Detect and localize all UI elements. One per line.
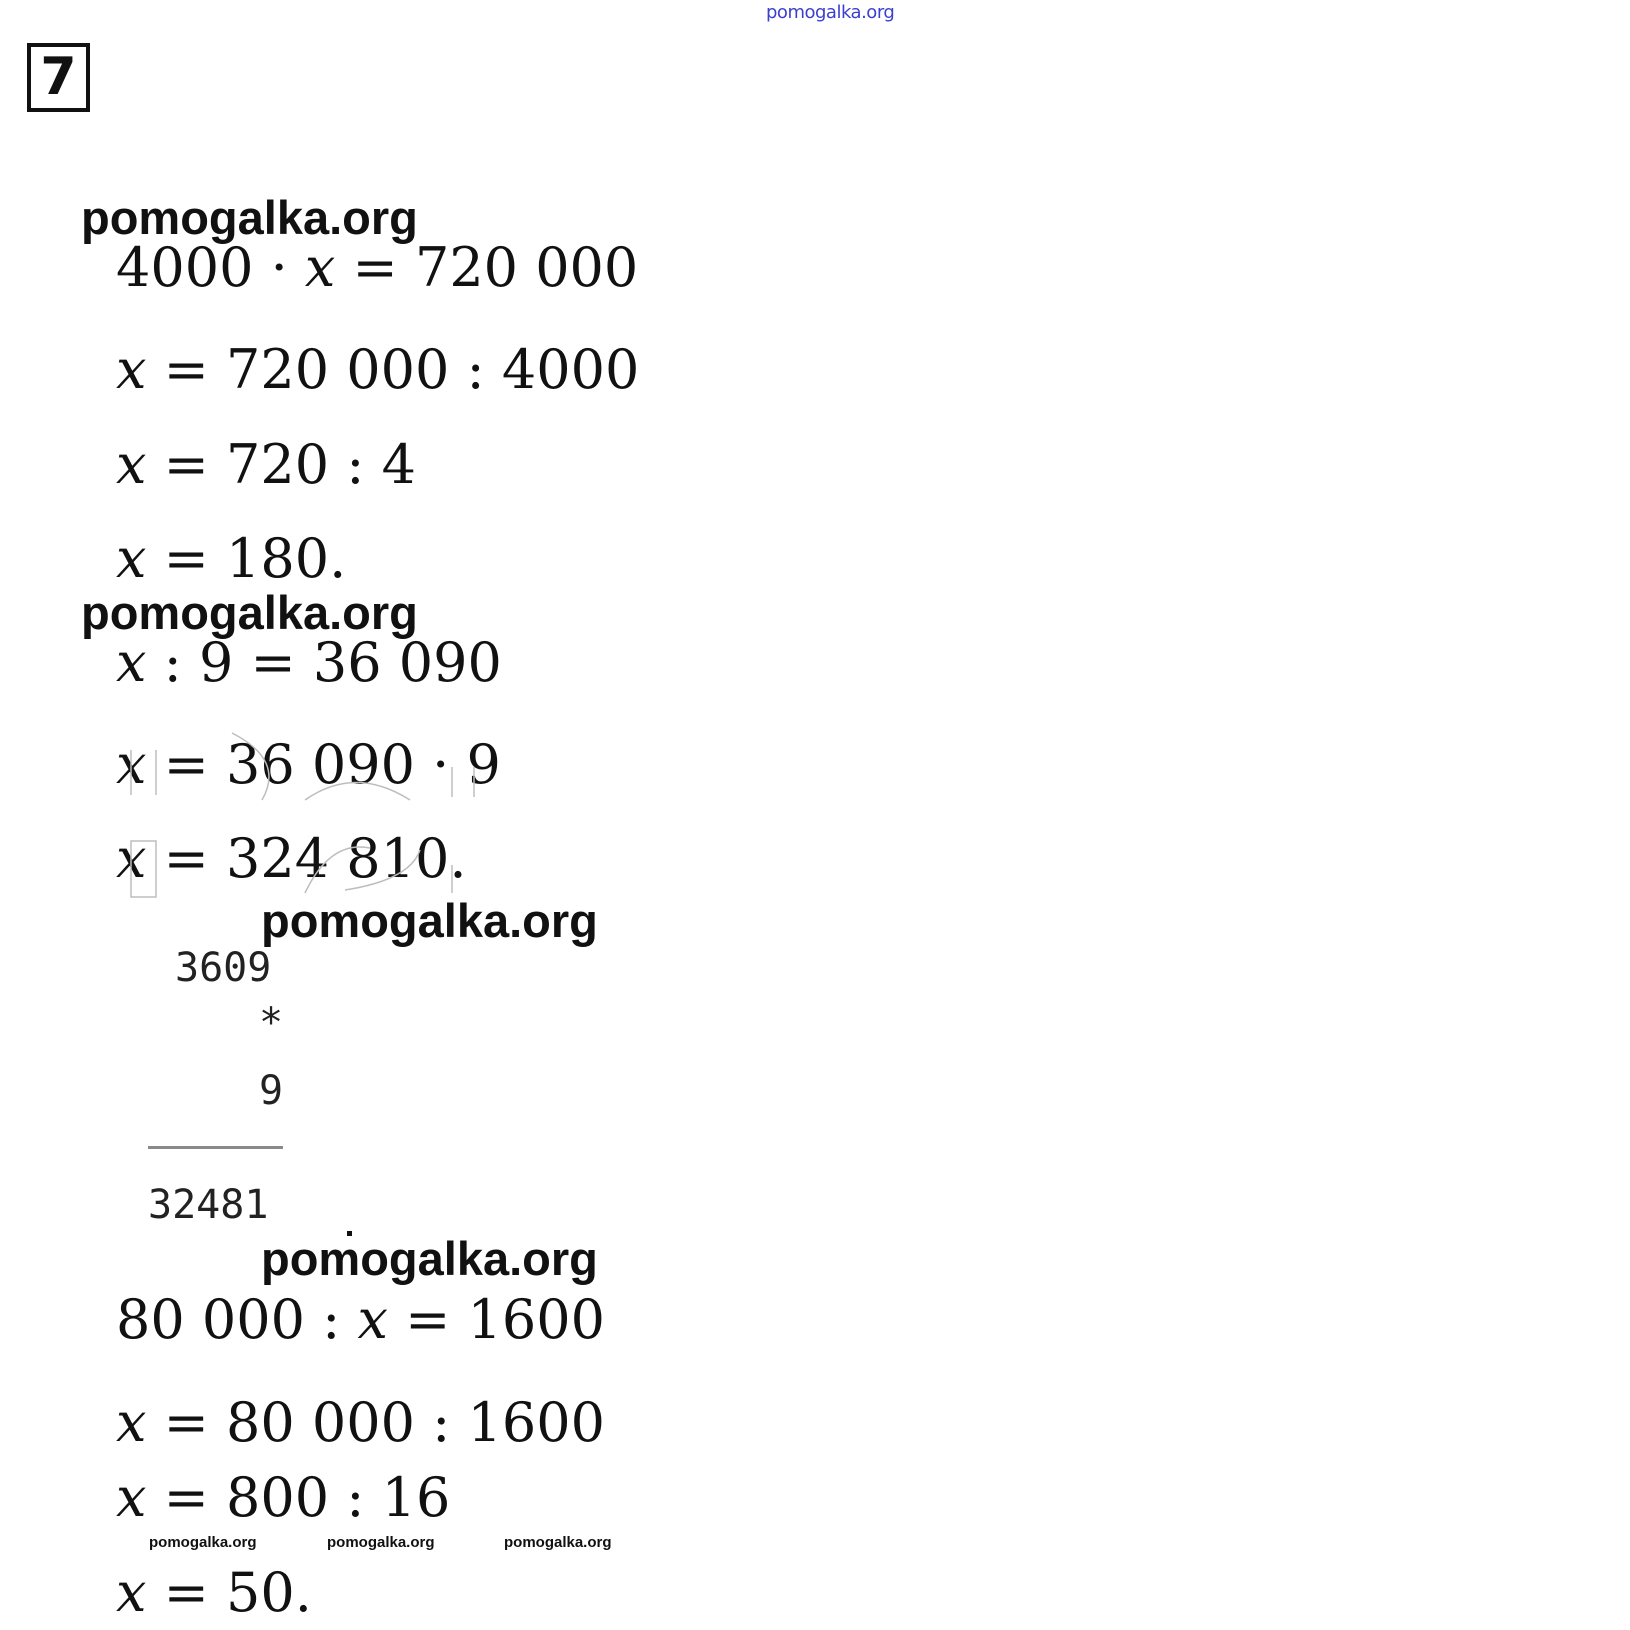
equation-part: = 720 000 : 4000 [146,338,640,401]
equation-line [116,1561,312,1624]
variable-x: x [116,338,147,401]
watermark-large: pomogalka.org [81,586,418,639]
equation-part: = 80 000 : 1600 [146,1391,605,1454]
column-calc-multiplier: 9 [259,1068,284,1114]
equation-part: = 50. [146,1561,312,1624]
watermark-small: pomogalka.org [504,1534,612,1551]
watermark-small: pomogalka.org [327,1534,435,1551]
equation-part: 4000 · [116,236,305,299]
equation-line [116,1466,450,1529]
equation-line [116,1288,605,1351]
variable-x: x [116,527,147,590]
equation-part: = 800 : 16 [146,1466,451,1529]
watermark-large: pomogalka.org [81,191,418,244]
equation-part: 80 000 : [116,1288,358,1351]
variable-x: x [116,433,147,496]
watermark-large: pomogalka.org [261,894,598,947]
equation-part: = 720 : 4 [146,433,416,496]
equation-part: = 324 810. [146,827,467,890]
variable-x: x [357,1288,388,1351]
variable-x: x [304,236,336,299]
equation-part: = 1600 [387,1288,605,1351]
equation-line [116,1391,605,1454]
equation-part: = 36 090 · 9 [146,733,501,796]
column-calc-top: 3609 [175,945,272,991]
column-calc-result: 32481 [148,1182,269,1228]
equation-part: = 180. [146,527,347,590]
column-calc-line [148,1146,283,1149]
variable-x: x [116,1466,147,1529]
watermark-large: pomogalka.org [261,1232,598,1285]
task-number-box: 7 [27,43,90,112]
column-calc-operator: * [259,1000,284,1046]
variable-x: x [116,631,147,694]
equation-part: : 9 = 36 090 [146,631,502,694]
equation-part: = 720 000 [335,236,639,299]
top-watermark: pomogalka.org [766,2,895,23]
variable-x: x [116,733,147,796]
variable-x: x [116,1391,147,1454]
variable-x: x [116,827,147,890]
variable-x: x [116,1561,147,1624]
watermark-small: pomogalka.org [149,1534,257,1551]
